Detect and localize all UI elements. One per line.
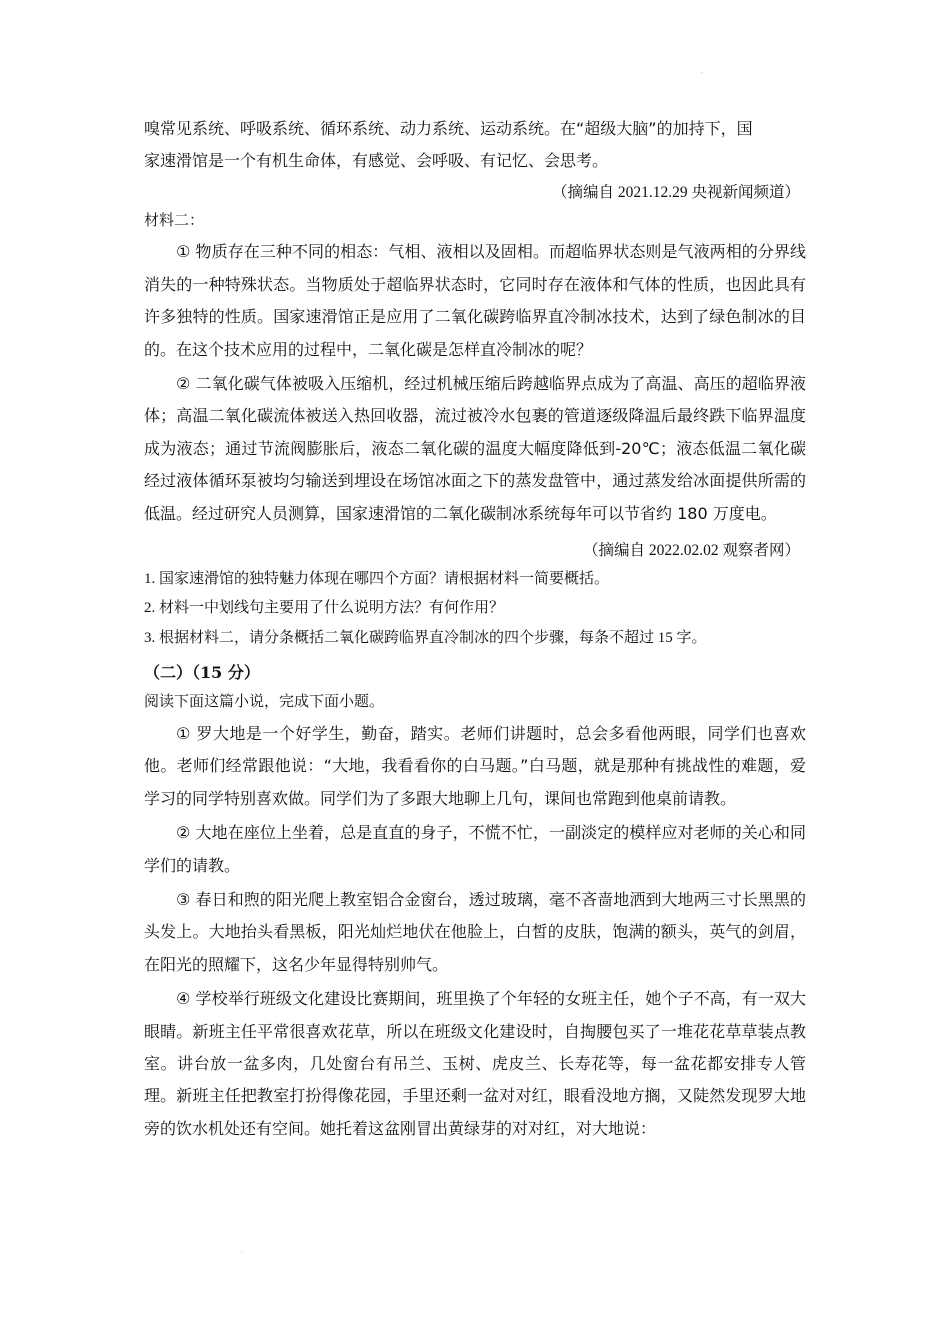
story-paragraph-4: ④ 学校举行班级文化建设比赛期间，班里换了个年轻的女班主任，她个子不高，有一双大眼睛。新班主任平常很喜欢花草，所以在班级文化建设时，自掏腰包买了一堆花花草草装点教室。讲台放一盆多肉，几处窗台有吊兰、玉树、虎皮兰、长寿花等，每一盆花都安排专人管理。新班主任把教室打扮得像花园，手里还剩一盆对对红，眼看没地方搁，又陡然发现罗大地旁的饮水机处还有空间。她托着这盆刚冒出黄绿芽的对对红，对大地说： (144, 989, 806, 1138)
story-paragraph-3: ③ 春日和煦的阳光爬上教室铝合金窗台，透过玻璃，毫不吝啬地洒到大地两三寸长黑黑的头发上。大地抬头看黑板，阳光灿烂地伏在他脸上，白皙的皮肤，饱满的额头，英气的剑眉，在阳光的照耀下，这名少年显得特别帅气。 (144, 890, 806, 974)
question-2: 2. 材料一中划线句主要用了什么说明方法？有何作用？ (144, 600, 505, 617)
section-2-intro: 阅读下面这篇小说，完成下面小题。 (144, 694, 385, 711)
section-2-title: （二）（15 分） (144, 663, 260, 683)
question-1: 1. 国家速滑馆的独特魅力体现在哪四个方面？请根据材料一简要概括。 (144, 570, 610, 587)
material2-source: （摘编自 2022.02.02 观察者网） (582, 541, 800, 559)
page-footer-mark: · (240, 1248, 244, 1259)
material1-line-1: 嗅常见系统、呼吸系统、循环系统、动力系统、运动系统。在“超级大脑”的加持下，国 (144, 119, 753, 138)
story-paragraph-2: ② 大地在座位上坐着，总是直直的身子，不慌不忙，一副淡定的模样应对老师的关心和同学们的请教。 (144, 823, 806, 875)
material1-source: （摘编自 2021.12.29 央视新闻频道） (551, 183, 800, 201)
material2-title: 材料二： (144, 212, 205, 229)
page-corner-mark: · (700, 68, 704, 79)
question-3: 3. 根据材料二，请分条概括二氧化碳跨临界直冷制冰的四个步骤，每条不超过 15 字。 (144, 629, 707, 646)
material1-line-2: 家速滑馆是一个有机生命体，有感觉、会呼吸、有记忆、会思考。 (144, 151, 609, 171)
material2-paragraph-1: ① 物质存在三种不同的相态：气相、液相以及固相。而超临界状态则是气液两相的分界线消失的一种特殊状态。当物质处于超临界状态时，它同时存在液体和气体的性质，也因此具有许多独特的性质。国家速滑馆正是应用了二氧化碳跨临界直冷制冰技术，达到了绿色制冰的目的。在这个技术应用的过程中，二氧化碳是怎样直冷制冰的呢？ (144, 242, 806, 359)
page-content (144, 113, 806, 1145)
material2-paragraph-2: ② 二氧化碳气体被吸入压缩机，经过机械压缩后跨越临界点成为了高温、高压的超临界液体；高温二氧化碳流体被送入热回收器，流过被冷水包裹的管道逐级降温后最终跌下临界温度成为液态；通过节流阀膨胀后，液态二氧化碳的温度大幅度降低到-20℃；液态低温二氧化碳经过液体循环泵被均匀输送到埋设在场馆冰面之下的蒸发盘管中，通过蒸发给冰面提供所需的低温。经过研究人员测算，国家速滑馆的二氧化碳制冰系统每年可以节省约 180 万度电。 (144, 373, 806, 523)
story-paragraph-1: ① 罗大地是一个好学生，勤奋，踏实。老师们讲题时，总会多看他两眼，同学们也喜欢他。老师们经常跟他说：“大地，我看看你的白马题。”白马题，就是那种有挑战性的难题，爱学习的同学特别喜欢做。同学们为了多跟大地聊上几句，课间也常跑到他桌前请教。 (144, 723, 806, 808)
